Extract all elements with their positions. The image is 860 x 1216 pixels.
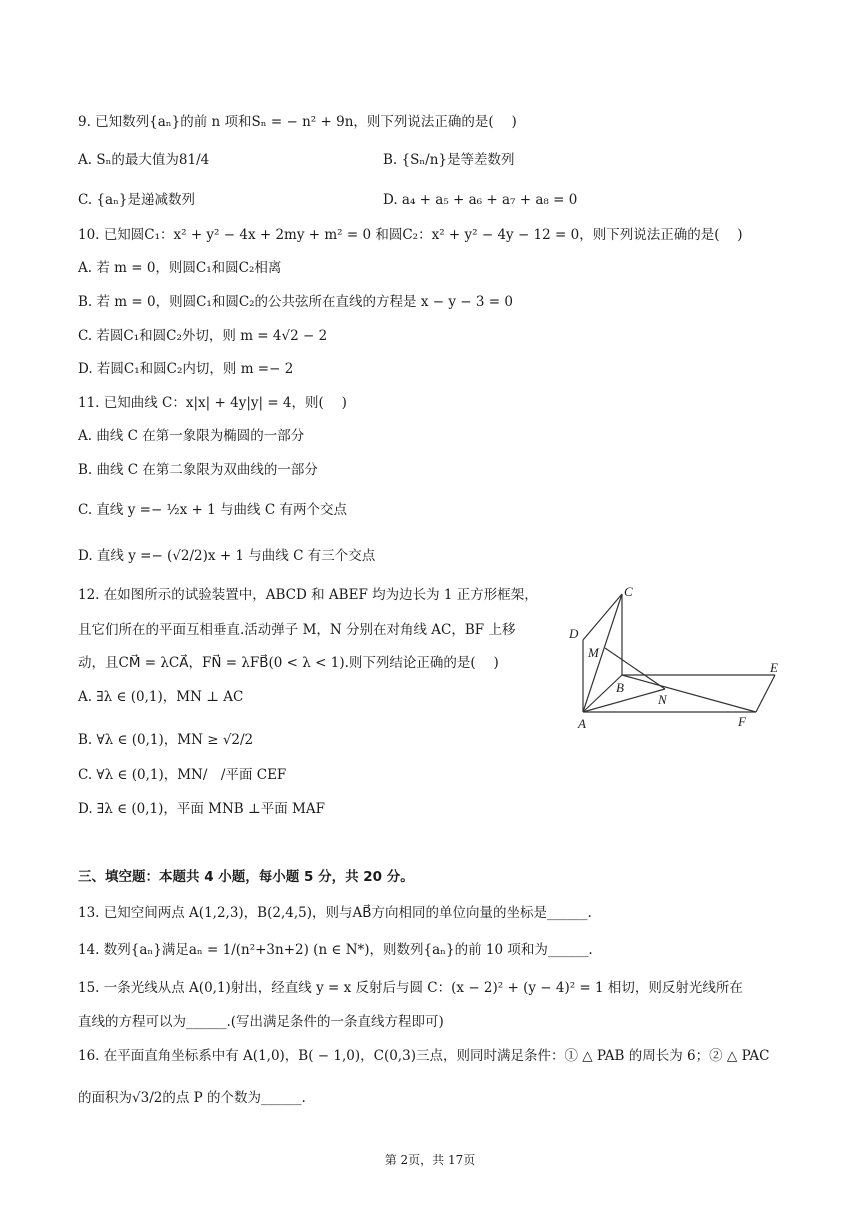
q14: 14. 数列{aₙ}满足aₙ = 1/(n²+3n+2) (n ∈ N*)，则数列{aₙ}的前 10 项和为______.	[78, 942, 593, 958]
q9-option-d: D. a₄ + a₅ + a₆ + a₇ + a₈ = 0	[383, 192, 578, 208]
q12-line1: 12. 在如图所示的试验装置中，ABCD 和 ABEF 均为边长为 1 正方形框架，	[78, 587, 538, 603]
q10-option-d: D. 若圆C₁和圆C₂内切，则 m =− 2	[78, 361, 294, 377]
q10-option-c: C. 若圆C₁和圆C₂外切，则 m = 4√2 − 2	[78, 328, 328, 344]
q12-figure	[560, 582, 790, 732]
fig-label-a: A	[578, 716, 586, 731]
q12-line3: 动，且CM⃗ = λCA⃗，FN⃗ = λFB⃗(0 < λ < 1).则下列结论正确的是( )	[78, 655, 499, 671]
q9-stem: 9. 已知数列{aₙ}的前 n 项和Sₙ = − n² + 9n，则下列说法正确的是( )	[78, 114, 517, 130]
fig-label-f: F	[738, 714, 746, 729]
q15-line2: 直线的方程可以为______.(写出满足条件的一条直线方程即可)	[78, 1014, 444, 1030]
q15-line1: 15. 一条光线从点 A(0,1)射出，经直线 y = x 反射后与圆 C：(x − 2)² + (y − 4)² = 1 相切，则反射光线所在	[78, 980, 743, 996]
q10-stem: 10. 已知圆C₁：x² + y² − 4x + 2my + m² = 0 和圆C₂：x² + y² − 4y − 12 = 0，则下列说法正确的是( )	[78, 227, 743, 243]
q11-option-c: C. 直线 y =− ½x + 1 与曲线 C 有两个交点	[78, 502, 347, 518]
q12-option-b: B. ∀λ ∈ (0,1)，MN ≥ √2/2	[78, 732, 254, 748]
q11-option-d: D. 直线 y =− (√2/2)x + 1 与曲线 C 有三个交点	[78, 548, 376, 564]
q9-option-c: C. {aₙ}是递减数列	[78, 192, 195, 208]
q12-option-a: A. ∃λ ∈ (0,1)，MN ⊥ AC	[78, 689, 244, 705]
q10-option-b: B. 若 m = 0，则圆C₁和圆C₂的公共弦所在直线的方程是 x − y − 3 = 0	[78, 294, 513, 310]
fig-label-b: B	[616, 680, 624, 695]
fig-label-e: E	[770, 660, 778, 675]
q11-stem: 11. 已知曲线 C：x|x| + 4y|y| = 4，则( )	[78, 395, 347, 411]
section-heading: 三、填空题：本题共 4 小题，每小题 5 分，共 20 分。	[78, 869, 414, 885]
q12-option-d: D. ∃λ ∈ (0,1)，平面 MNB ⊥平面 MAF	[78, 801, 325, 817]
q13: 13. 已知空间两点 A(1,2,3)，B(2,4,5)，则与AB⃗方向相同的单位向量的坐标是______.	[78, 905, 592, 921]
q12-option-c: C. ∀λ ∈ (0,1)，MN/ /平面 CEF	[78, 767, 287, 783]
q10-option-a: A. 若 m = 0，则圆C₁和圆C₂相离	[78, 260, 282, 276]
q16-line2: 的面积为√3/2的点 P 的个数为______.	[78, 1090, 306, 1106]
fig-label-d: D	[569, 626, 579, 641]
fig-label-n: N	[658, 692, 667, 707]
q9-option-a: A. Sₙ的最大值为81/4	[78, 152, 210, 168]
q9-option-b: B. {Sₙ/n}是等差数列	[383, 152, 515, 168]
q11-option-a: A. 曲线 C 在第一象限为椭圆的一部分	[78, 428, 305, 444]
page-footer: 第 2页，共 17页	[384, 1153, 476, 1167]
fig-label-c: C	[624, 584, 633, 599]
fig-label-m: M	[588, 645, 599, 660]
q16-line1: 16. 在平面直角坐标系中有 A(1,0)，B( − 1,0)，C(0,3)三点，则同时满足条件：① △ PAB 的周长为 6；② △ PAC	[78, 1048, 770, 1064]
q12-line2: 且它们所在的平面互相垂直.活动弹子 M，N 分别在对角线 AC，BF 上移	[78, 622, 516, 638]
q11-option-b: B. 曲线 C 在第二象限为双曲线的一部分	[78, 462, 318, 478]
